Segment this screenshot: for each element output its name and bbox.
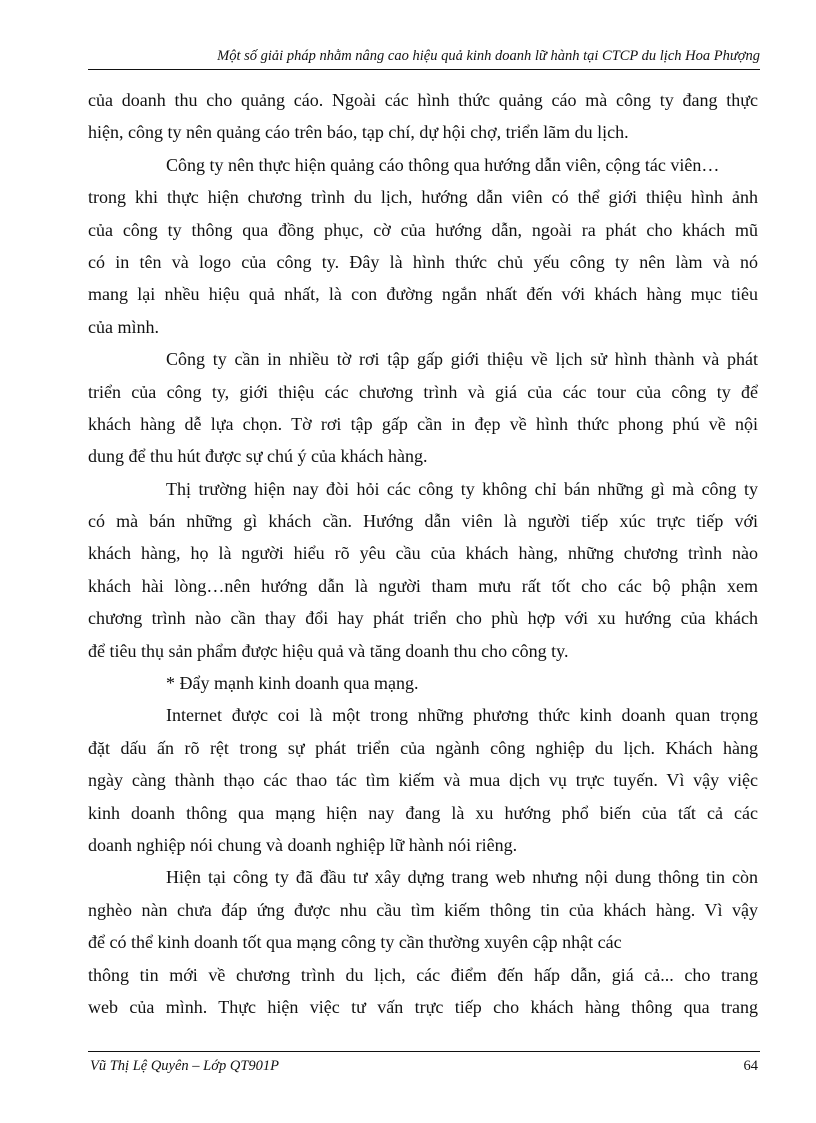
text-line: Công ty cần in nhiều tờ rơi tập gấp giới thiệu về lịch sử hình thành và phát	[166, 349, 758, 370]
text-line: chương trình nào cần thay đổi hay phát triển cho phù hợp với xu hướng của khách	[88, 608, 758, 629]
text-line: khách hài lòng…nên hướng dẫn là người tham mưu rất tốt cho các bộ phận xem	[88, 575, 758, 596]
text-line: kinh doanh thông qua mạng hiện nay đang là xu hướng phổ biến của tất cả các	[88, 802, 758, 823]
text-line: của công ty thông qua đồng phục, cờ của hướng dẫn, ngoài ra phát cho khách mũ	[88, 219, 758, 240]
section-heading: * Đẩy mạnh kinh doanh qua mạng.	[166, 673, 419, 694]
text-line: Internet được coi là một trong những phương thức kinh doanh quan trọng	[166, 705, 758, 726]
footer-author: Vũ Thị Lệ Quyên – Lớp QT901P	[90, 1058, 279, 1074]
text-line: Thị trường hiện nay đòi hỏi các công ty không chỉ bán những gì mà công ty	[166, 478, 758, 499]
text-line: triển của công ty, giới thiệu các chương trình và giá của các tour của công ty để	[88, 381, 758, 402]
text-line: hiện, công ty nên quảng cáo trên báo, tạp chí, dự hội chợ, triển lãm du lịch.	[88, 122, 629, 143]
text-line: để có thể kinh doanh tốt qua mạng công ty cần thường xuyên cập nhật các	[88, 932, 622, 953]
text-line: web của mình. Thực hiện việc tư vấn trực tiếp cho khách hàng thông qua trang	[88, 996, 758, 1017]
running-header: Một số giải pháp nhằm nâng cao hiệu quả kinh doanh lữ hành tại CTCP du lịch Hoa Phượng	[217, 48, 760, 64]
text-line: thông tin mới về chương trình du lịch, các điểm đến hấp dẫn, giá cả... cho trang	[88, 964, 758, 985]
text-line: của doanh thu cho quảng cáo. Ngoài các hình thức quảng cáo mà công ty đang thực	[88, 90, 758, 110]
text-line: khách hàng, họ là người hiểu rõ yêu cầu của khách hàng, những chương trình nào	[88, 543, 758, 564]
text-line: để tiêu thụ sản phẩm được hiệu quả và tăng doanh thu cho công ty.	[88, 640, 569, 661]
text-line: khách hàng dễ lựa chọn. Tờ rơi tập gấp cần in đẹp về hình thức phong phú về nội	[88, 413, 758, 434]
text-line: dung để thu hút được sự chú ý của khách hàng.	[88, 446, 428, 467]
text-line: doanh nghiệp nói chung và doanh nghiệp lữ hành nói riêng.	[88, 834, 518, 855]
header-divider	[88, 69, 760, 70]
text-line: có mà bán những gì khách cần. Hướng dẫn viên là người tiếp xúc trực tiếp với	[88, 511, 758, 532]
footer-divider	[88, 1051, 760, 1052]
page-number: 64	[743, 1058, 758, 1074]
text-line: Công ty nên thực hiện quảng cáo thông qua hướng dẫn viên, cộng tác viên…	[166, 154, 720, 175]
text-line: đặt dấu ấn rõ rệt trong sự phát triển của ngành công nghiệp du lịch. Khách hàng	[88, 737, 758, 758]
text-line: nghèo nàn chưa đáp ứng được nhu cầu tìm kiếm thông tin của khách hàng. Vì vậy	[88, 899, 758, 920]
text-line: ngày càng thành thạo các thao tác tìm kiếm và mua dịch vụ trực tuyến. Vì vậy việc	[88, 770, 758, 791]
page-body	[88, 84, 758, 1023]
text-line: của mình.	[88, 316, 159, 337]
text-line: Hiện tại công ty đã đầu tư xây dựng trang web nhưng nội dung thông tin còn	[166, 867, 758, 888]
text-line: mang lại nhều hiệu quả nhất, là con đường ngắn nhất đến với khách hàng mục tiêu	[88, 284, 758, 305]
text-line: trong khi thực hiện chương trình du lịch, hướng dẫn viên có thể giới thiệu hình ảnh	[88, 187, 758, 208]
text-line: có in tên và logo của công ty. Đây là hình thức chủ yếu công ty nên làm và nó	[88, 251, 758, 272]
